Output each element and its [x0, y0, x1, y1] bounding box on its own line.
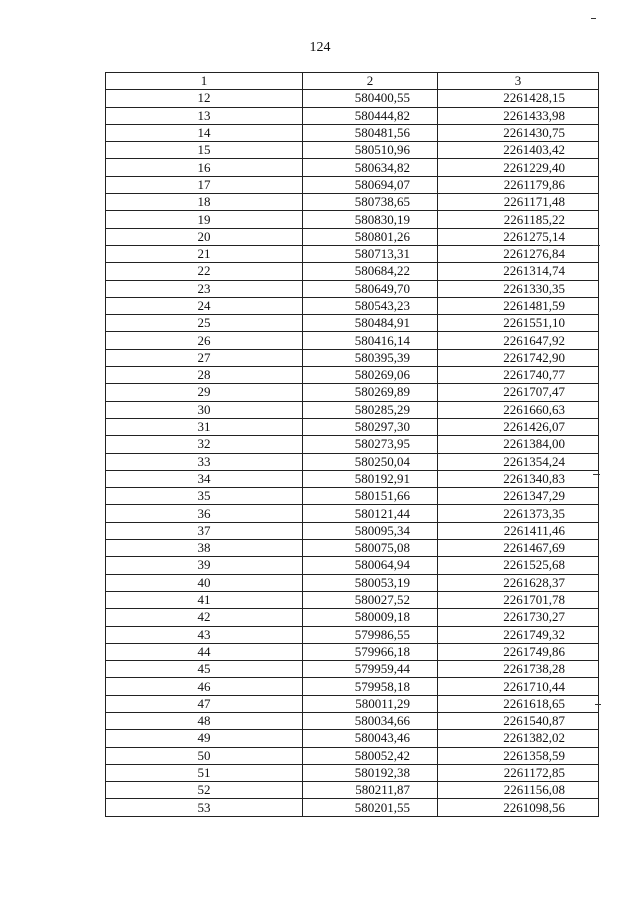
- point-number-cell: 19: [106, 211, 303, 228]
- table-row: [106, 194, 599, 211]
- point-number-cell: 48: [106, 712, 303, 729]
- point-number-cell: 37: [106, 522, 303, 539]
- table-row: [106, 176, 599, 193]
- table-row: [106, 661, 599, 678]
- y-coordinate-cell: 2261185,22: [438, 211, 599, 228]
- point-number-cell: 29: [106, 384, 303, 401]
- y-coordinate-cell: 2261628,37: [438, 574, 599, 591]
- x-coordinate-cell: 580830,19: [303, 211, 438, 228]
- point-number-cell: 28: [106, 367, 303, 384]
- point-number-cell: 18: [106, 194, 303, 211]
- point-number-cell: 43: [106, 626, 303, 643]
- table-row: [106, 401, 599, 418]
- x-coordinate-cell: 580416,14: [303, 332, 438, 349]
- x-coordinate-cell: 580121,44: [303, 505, 438, 522]
- x-coordinate-cell: 580052,42: [303, 747, 438, 764]
- table-row: [106, 522, 599, 539]
- y-coordinate-cell: 2261525,68: [438, 557, 599, 574]
- table-row: [106, 124, 599, 141]
- point-number-cell: 23: [106, 280, 303, 297]
- point-number-cell: 44: [106, 643, 303, 660]
- table-row: [106, 557, 599, 574]
- y-coordinate-cell: 2261740,77: [438, 367, 599, 384]
- y-coordinate-cell: 2261179,86: [438, 176, 599, 193]
- y-coordinate-cell: 2261276,84: [438, 245, 599, 262]
- y-coordinate-cell: 2261481,59: [438, 297, 599, 314]
- y-coordinate-cell: 2261738,28: [438, 661, 599, 678]
- x-coordinate-cell: 580738,65: [303, 194, 438, 211]
- table-row: [106, 349, 599, 366]
- point-number-cell: 13: [106, 107, 303, 124]
- y-coordinate-cell: 2261156,08: [438, 782, 599, 799]
- y-coordinate-cell: 2261707,47: [438, 384, 599, 401]
- point-number-cell: 25: [106, 315, 303, 332]
- table-row: [106, 211, 599, 228]
- y-coordinate-cell: 2261347,29: [438, 488, 599, 505]
- y-coordinate-cell: 2261540,87: [438, 712, 599, 729]
- x-coordinate-cell: 580250,04: [303, 453, 438, 470]
- table-row: [106, 280, 599, 297]
- x-coordinate-cell: 580151,66: [303, 488, 438, 505]
- column-header-2: 2: [303, 73, 438, 90]
- point-number-cell: 40: [106, 574, 303, 591]
- point-number-cell: 27: [106, 349, 303, 366]
- table-row: [106, 609, 599, 626]
- table-row: [106, 574, 599, 591]
- table-row: [106, 245, 599, 262]
- y-coordinate-cell: 2261172,85: [438, 764, 599, 781]
- x-coordinate-cell: 580634,82: [303, 159, 438, 176]
- point-number-cell: 17: [106, 176, 303, 193]
- point-number-cell: 39: [106, 557, 303, 574]
- x-coordinate-cell: 580034,66: [303, 712, 438, 729]
- x-coordinate-cell: 580694,07: [303, 176, 438, 193]
- table-row: [106, 540, 599, 557]
- point-number-cell: 52: [106, 782, 303, 799]
- point-number-cell: 53: [106, 799, 303, 816]
- x-coordinate-cell: 580510,96: [303, 142, 438, 159]
- table-row: [106, 436, 599, 453]
- x-coordinate-cell: 580543,23: [303, 297, 438, 314]
- point-number-cell: 46: [106, 678, 303, 695]
- point-number-cell: 41: [106, 591, 303, 608]
- x-coordinate-cell: 580269,06: [303, 367, 438, 384]
- y-coordinate-cell: 2261426,07: [438, 418, 599, 435]
- table-row: [106, 488, 599, 505]
- table-row: [106, 228, 599, 245]
- y-coordinate-cell: 2261730,27: [438, 609, 599, 626]
- x-coordinate-cell: 580192,91: [303, 470, 438, 487]
- point-number-cell: 14: [106, 124, 303, 141]
- x-coordinate-cell: 580444,82: [303, 107, 438, 124]
- scan-mark: [593, 245, 600, 246]
- table-row: [106, 263, 599, 280]
- x-coordinate-cell: 580649,70: [303, 280, 438, 297]
- header-row: [106, 73, 599, 90]
- x-coordinate-cell: 580684,22: [303, 263, 438, 280]
- table-row: [106, 730, 599, 747]
- table-header: [106, 73, 599, 90]
- y-coordinate-cell: 2261551,10: [438, 315, 599, 332]
- x-coordinate-cell: 580043,46: [303, 730, 438, 747]
- point-number-cell: 22: [106, 263, 303, 280]
- table-row: [106, 695, 599, 712]
- point-number-cell: 38: [106, 540, 303, 557]
- x-coordinate-cell: 580484,91: [303, 315, 438, 332]
- table-row: [106, 470, 599, 487]
- scan-mark: [595, 704, 601, 705]
- table-row: [106, 764, 599, 781]
- y-coordinate-cell: 2261701,78: [438, 591, 599, 608]
- x-coordinate-cell: 580011,29: [303, 695, 438, 712]
- table-row: [106, 747, 599, 764]
- table-row: [106, 591, 599, 608]
- y-coordinate-cell: 2261382,02: [438, 730, 599, 747]
- point-number-cell: 31: [106, 418, 303, 435]
- x-coordinate-cell: 580053,19: [303, 574, 438, 591]
- table-row: [106, 505, 599, 522]
- point-number-cell: 47: [106, 695, 303, 712]
- x-coordinate-cell: 580481,56: [303, 124, 438, 141]
- point-number-cell: 21: [106, 245, 303, 262]
- column-header-3: 3: [438, 73, 599, 90]
- y-coordinate-cell: 2261171,48: [438, 194, 599, 211]
- table-row: [106, 453, 599, 470]
- y-coordinate-cell: 2261742,90: [438, 349, 599, 366]
- table-row: [106, 297, 599, 314]
- y-coordinate-cell: 2261098,56: [438, 799, 599, 816]
- point-number-cell: 34: [106, 470, 303, 487]
- x-coordinate-cell: 580075,08: [303, 540, 438, 557]
- y-coordinate-cell: 2261749,32: [438, 626, 599, 643]
- table-row: [106, 782, 599, 799]
- x-coordinate-cell: 579986,55: [303, 626, 438, 643]
- y-coordinate-cell: 2261229,40: [438, 159, 599, 176]
- y-coordinate-cell: 2261430,75: [438, 124, 599, 141]
- point-number-cell: 15: [106, 142, 303, 159]
- table-row: [106, 712, 599, 729]
- x-coordinate-cell: 579958,18: [303, 678, 438, 695]
- table-row: [106, 799, 599, 816]
- page-number: 124: [309, 40, 331, 55]
- x-coordinate-cell: 579959,44: [303, 661, 438, 678]
- coordinates-table: [105, 72, 599, 817]
- table-body: [106, 90, 599, 816]
- table-row: [106, 315, 599, 332]
- y-coordinate-cell: 2261433,98: [438, 107, 599, 124]
- y-coordinate-cell: 2261403,42: [438, 142, 599, 159]
- x-coordinate-cell: 580801,26: [303, 228, 438, 245]
- scan-mark: [593, 474, 600, 475]
- point-number-cell: 26: [106, 332, 303, 349]
- y-coordinate-cell: 2261647,92: [438, 332, 599, 349]
- y-coordinate-cell: 2261618,65: [438, 695, 599, 712]
- y-coordinate-cell: 2261384,00: [438, 436, 599, 453]
- y-coordinate-cell: 2261411,46: [438, 522, 599, 539]
- point-number-cell: 35: [106, 488, 303, 505]
- x-coordinate-cell: 580027,52: [303, 591, 438, 608]
- y-coordinate-cell: 2261467,69: [438, 540, 599, 557]
- point-number-cell: 32: [106, 436, 303, 453]
- x-coordinate-cell: 580211,87: [303, 782, 438, 799]
- table-row: [106, 678, 599, 695]
- table-row: [106, 367, 599, 384]
- point-number-cell: 36: [106, 505, 303, 522]
- x-coordinate-cell: 580269,89: [303, 384, 438, 401]
- point-number-cell: 33: [106, 453, 303, 470]
- point-number-cell: 16: [106, 159, 303, 176]
- y-coordinate-cell: 2261314,74: [438, 263, 599, 280]
- point-number-cell: 42: [106, 609, 303, 626]
- point-number-cell: 45: [106, 661, 303, 678]
- column-header-1: 1: [106, 73, 303, 90]
- point-number-cell: 20: [106, 228, 303, 245]
- x-coordinate-cell: 580713,31: [303, 245, 438, 262]
- x-coordinate-cell: 580201,55: [303, 799, 438, 816]
- point-number-cell: 51: [106, 764, 303, 781]
- y-coordinate-cell: 2261275,14: [438, 228, 599, 245]
- table-row: [106, 332, 599, 349]
- x-coordinate-cell: 580064,94: [303, 557, 438, 574]
- x-coordinate-cell: 580009,18: [303, 609, 438, 626]
- scan-mark: [591, 18, 596, 19]
- y-coordinate-cell: 2261354,24: [438, 453, 599, 470]
- table-row: [106, 107, 599, 124]
- y-coordinate-cell: 2261358,59: [438, 747, 599, 764]
- x-coordinate-cell: 580095,34: [303, 522, 438, 539]
- point-number-cell: 50: [106, 747, 303, 764]
- table-row: [106, 142, 599, 159]
- x-coordinate-cell: 580192,38: [303, 764, 438, 781]
- y-coordinate-cell: 2261340,83: [438, 470, 599, 487]
- x-coordinate-cell: 580297,30: [303, 418, 438, 435]
- x-coordinate-cell: 580273,95: [303, 436, 438, 453]
- table-row: [106, 626, 599, 643]
- point-number-cell: 24: [106, 297, 303, 314]
- x-coordinate-cell: 579966,18: [303, 643, 438, 660]
- point-number-cell: 49: [106, 730, 303, 747]
- x-coordinate-cell: 580285,29: [303, 401, 438, 418]
- x-coordinate-cell: 580400,55: [303, 90, 438, 107]
- table-row: [106, 643, 599, 660]
- point-number-cell: 30: [106, 401, 303, 418]
- y-coordinate-cell: 2261710,44: [438, 678, 599, 695]
- y-coordinate-cell: 2261428,15: [438, 90, 599, 107]
- table-row: [106, 159, 599, 176]
- y-coordinate-cell: 2261749,86: [438, 643, 599, 660]
- y-coordinate-cell: 2261330,35: [438, 280, 599, 297]
- table-row: [106, 90, 599, 107]
- y-coordinate-cell: 2261660,63: [438, 401, 599, 418]
- table-row: [106, 418, 599, 435]
- y-coordinate-cell: 2261373,35: [438, 505, 599, 522]
- point-number-cell: 12: [106, 90, 303, 107]
- table-row: [106, 384, 599, 401]
- x-coordinate-cell: 580395,39: [303, 349, 438, 366]
